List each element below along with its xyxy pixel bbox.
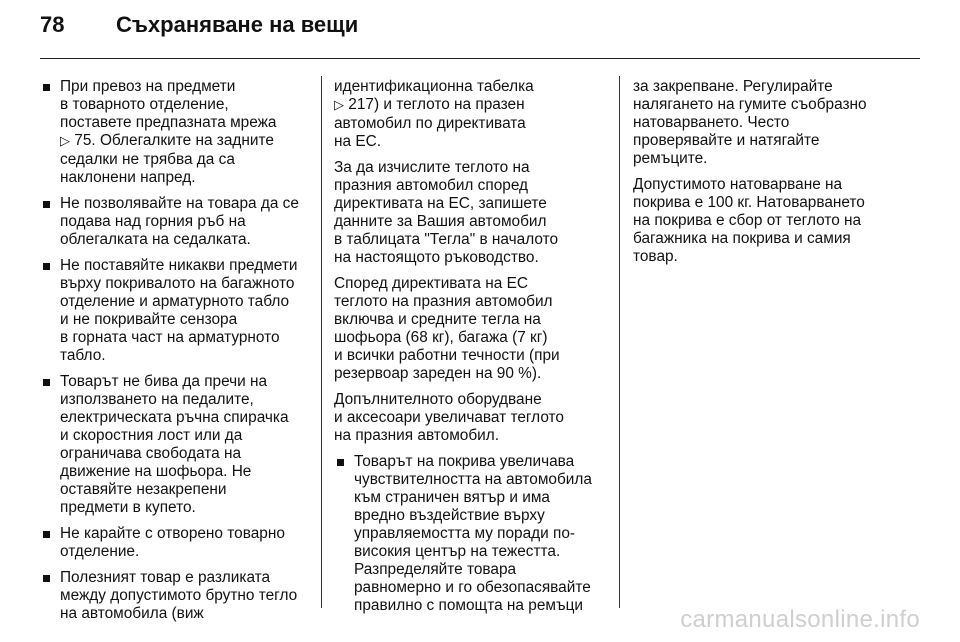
bullet-item: Не позволявайте на товара да се подава над горния ръб на облегалката на седалката. (40, 195, 310, 249)
bullet-square-icon (43, 379, 50, 386)
page-number: 78 (40, 12, 65, 37)
bullet-square-icon (43, 84, 50, 91)
bullet-square-icon (43, 263, 50, 270)
paragraph: Допустимото натоварване на покрива е 100 кг. Натоварването на покрива е сбор от теглото на багажника на покрива и самия товар. (633, 176, 865, 265)
page-title: Съхраняване на вещи (116, 12, 359, 37)
paragraph: идентификационна табелка ▷ 217) и теглото на празен автомобил по директивата на ЕС. (334, 78, 534, 150)
page-reference-link[interactable]: 75. Облегалките на задните (74, 132, 274, 149)
page-reference-arrow-icon: ▷ (60, 134, 70, 149)
column-divider (321, 76, 322, 608)
page-reference-link[interactable]: 217) и теглото на празен (348, 96, 525, 113)
bullet-item: Товарът на покрива увеличава чувствителността на автомобила към страничен вятър и има вредно въздействие върху управляемостта му поради по- високия център на тежестта. Разпределяйте товара равномерно и го обезопасявайте правилно с помощта на ремъци (334, 453, 608, 615)
column-divider (619, 76, 620, 608)
bullet-square-icon (337, 459, 344, 466)
watermark: carmanualsonline.info (680, 606, 920, 633)
bullet-square-icon (43, 531, 50, 538)
column-1 (40, 78, 310, 631)
bullet-square-icon (43, 201, 50, 208)
bullet-item: Товарът не бива да пречи на използването на педалите, електрическата ръчна спирачка и скоростния лост или да ограничава свободата на движение на шофьора. Не оставяйте незакрепени предмети в купето. (40, 373, 310, 517)
bullet-square-icon (43, 575, 50, 582)
paragraph: Допълнителното оборудване и аксесоари увеличават теглото на празния автомобил. (334, 391, 564, 444)
bullet-item: Полезният товар е разликата между допустимото брутно тегло на автомобила (виж (40, 569, 310, 623)
page-reference-arrow-icon: ▷ (334, 98, 344, 113)
bullet-item: Не карайте с отворено товарно отделение. (40, 525, 310, 561)
paragraph: Според директивата на ЕС теглото на празния автомобил включва и средните тегла на шофьора (68 кг), багажа (7 кг) и всички работни течности (при резервоар зареден на 90 %). (334, 275, 560, 382)
column-2 (334, 78, 608, 623)
bullet-item: Не поставяйте никакви предмети върху покривалото на багажното отделение и арматурното табло и не покривайте сензора в горната част на арматурното табло. (40, 257, 310, 365)
paragraph: за закрепване. Регулирайте налягането на гумите съобразно натоварването. Често проверявайте и натягайте ремъците. (633, 78, 867, 167)
header-rule (40, 58, 920, 59)
bullet-item: При превоз на предмети в товарното отделение, поставете предпазната мрежа ▷ 75. Облегалките на задните седалки не трябва да са наклонени напред. (40, 78, 310, 187)
paragraph: За да изчислите теглото на празния автомобил според директивата на ЕС, запишете данните за Вашия автомобил в таблицата "Тегла" в началото на настоящото ръководство. (334, 159, 559, 266)
page-header (40, 12, 358, 48)
column-3 (633, 78, 923, 274)
